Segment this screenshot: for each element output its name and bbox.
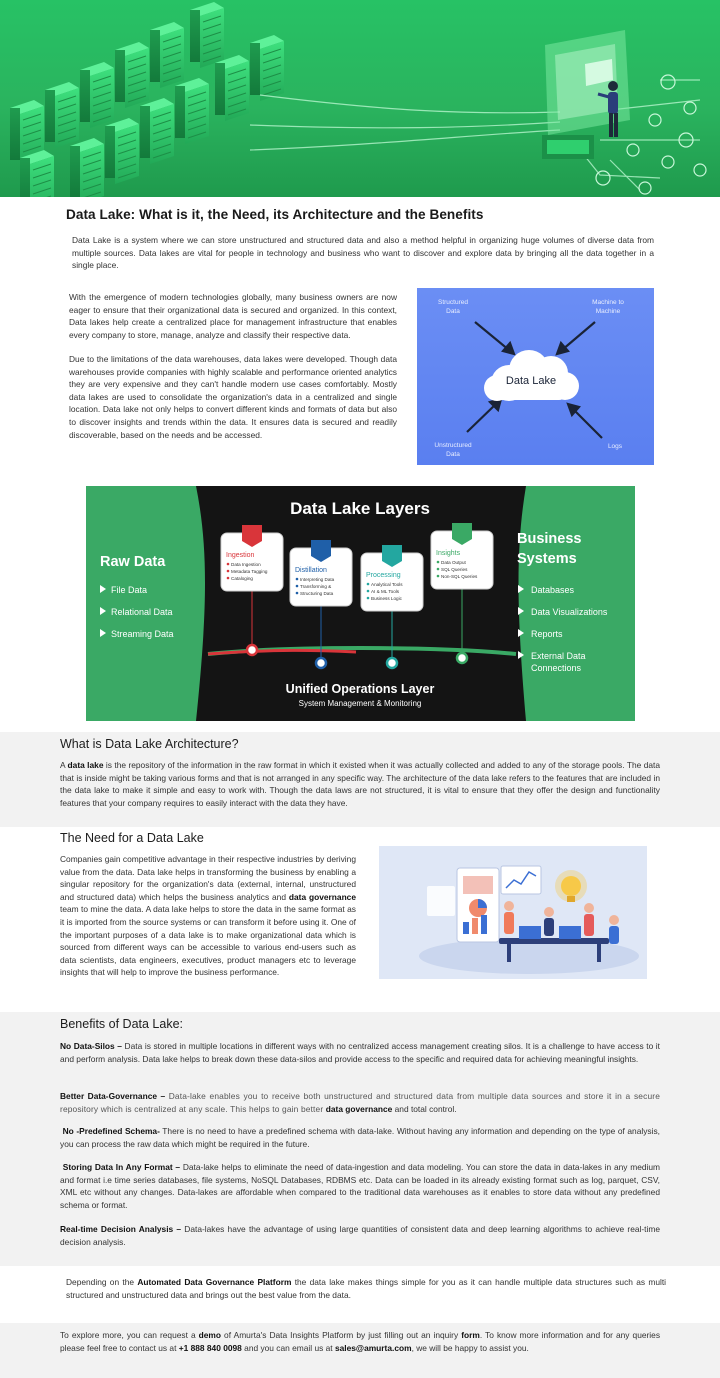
benefits-title: Benefits of Data Lake: <box>60 1017 183 1031</box>
server-rack <box>115 42 149 108</box>
server-rack <box>190 2 224 68</box>
layer-card-bullet <box>367 590 370 593</box>
layer-card-title: Distillation <box>295 567 327 574</box>
automated-governance-paragraph: Depending on the Automated Data Governance Platform the data lake makes things simple for you as it can handle multiple data structures such as multi structured and unstructured data and brings out the best value from the data. <box>66 1277 667 1300</box>
data-lake-layers-diagram <box>86 486 635 721</box>
server-rack <box>80 62 114 128</box>
phone-number[interactable]: +1 888 840 0098 <box>178 1342 242 1353</box>
structured-label-2: Data <box>446 308 460 315</box>
server-rack <box>45 82 79 148</box>
business-title-1: Business <box>517 531 582 547</box>
inquiry-form-link[interactable]: form <box>461 1330 480 1340</box>
data-center-illustration <box>0 0 720 197</box>
biz-item-external: External Data <box>531 651 586 661</box>
layer-card-item: Data Ingestion <box>231 562 261 567</box>
layer-card-item: SQL Queries <box>441 567 468 572</box>
layer-card-bullet <box>437 575 440 578</box>
layer-card-item: Non-SQL Queries <box>441 574 478 579</box>
server-rack <box>250 35 284 101</box>
layer-card-bullet <box>367 597 370 600</box>
benefit-governance: Better Data-Governance – Data-lake enables you to receive both unstructured and structured data from multiple data sources and store it in a secure repository which is centralized at any scale. This helps to gain better data governance and total control. <box>60 1091 660 1114</box>
benefit-realtime: Real-time Decision Analysis – Data-lakes have the advantage of using large quantities of consistent data and deep learning algorithms to achieve real-time decision analysis. <box>60 1224 660 1247</box>
layer-card-item: Analytical Tools <box>371 582 403 587</box>
layer-card-item: Interpreting Data <box>300 577 335 582</box>
demo-link[interactable]: demo <box>198 1330 221 1340</box>
layer-card-title: Ingestion <box>226 552 255 559</box>
layer-card-item: Business Logic <box>371 596 402 601</box>
business-title-2: Systems <box>517 551 577 567</box>
biz-item-reports: Reports <box>531 629 563 639</box>
unstructured-label-1: Unstructured <box>434 442 472 449</box>
layer-card-item: Structuring Data <box>300 591 334 596</box>
layer-card-bullet <box>227 570 230 573</box>
architecture-title: What is Data Lake Architecture? <box>60 737 239 751</box>
layer-card-bullet <box>227 577 230 580</box>
machine-label-2: Machine <box>595 308 621 315</box>
page-title: Data Lake: What is it, the Need, its Architecture and the Benefits <box>66 207 484 222</box>
need-title: The Need for a Data Lake <box>60 831 204 845</box>
biz-item-visualizations: Data Visualizations <box>531 607 608 617</box>
benefit-any-format: Storing Data In Any Format – Data-lake helps to eliminate the need of data-ingestion and data modeling. You can store the data in data-lakes in any medium and format i.e time series databases, file systems, NoSQL Databases, RDBMS etc. Data can be loaded in its already existing format such as log, parquet, CSV, XML etc without any changes. Data-lakes are affordable when compared to the traditional data warehouses as it enables to store data without any predefined schema or format. <box>60 1162 661 1210</box>
layer-card-item: Transforming & <box>300 584 332 589</box>
server-rack <box>150 22 184 88</box>
team-analytics-illustration <box>379 846 647 979</box>
machine-label-1: Machine to <box>592 299 624 306</box>
layers-title: Data Lake Layers <box>290 499 430 518</box>
raw-item-relational: Relational Data <box>111 607 173 617</box>
layer-card-bullet <box>437 561 440 564</box>
layer-card-bullet <box>367 583 370 586</box>
email-link[interactable]: sales@amurta.com <box>334 1342 412 1353</box>
biz-item-databases: Databases <box>531 585 575 595</box>
contact-paragraph: To explore more, you can request a demo of Amurta's Data Insights Platform by just filling out an inquiry form. To know more information and for any queries please feel free to contact us at +1 888 840 0098 and you can email us at sales@amurta.com, we will be happy to assist you. <box>60 1330 661 1353</box>
intro-paragraph: Data Lake is a system where we can store unstructured and structured data and also a method helpful in organizing huge volumes of diverse data from multiple sources. Data lakes are vital for people in technology and business who want to discover and explore data by bringing all the data together in a single place. <box>72 235 654 271</box>
layer-card-title: Processing <box>366 572 401 579</box>
unstructured-label-2: Data <box>446 451 460 458</box>
layer-card-bullet <box>296 592 299 595</box>
data-lake-label: Data Lake <box>505 375 557 387</box>
structured-label-1: Structured <box>438 299 468 306</box>
layer-card-bullet <box>296 578 299 581</box>
server-rack <box>175 78 209 144</box>
raw-item-file: File Data <box>111 585 148 595</box>
hero-banner <box>0 0 720 197</box>
server-rack <box>140 98 174 164</box>
server-rack <box>105 118 139 184</box>
limitations-paragraph: Due to the limitations of the data warehouses, data lakes were developed. Though data warehouses provide companies with highly scalable and performance oriented analytics they are very expensive and they can't handle modern use cases comfortably. Mostly data lakes are used to consolidate the organization's data in a centralized and single location. Data lake not only helps to convert different kinds and formats of data but also to discover insights and trends within the data. It ensures data is secured and readily discoverable, based on the needs and be accessed. <box>69 354 397 440</box>
layer-card-title: Insights <box>436 550 461 557</box>
layer-card-bullet <box>437 568 440 571</box>
layer-card-item: AI & ML Tools <box>371 589 400 594</box>
layer-card-bullet <box>227 563 230 566</box>
server-rack <box>20 150 54 197</box>
logs-label: Logs <box>607 443 623 450</box>
unified-layer-subtitle: System Management & Monitoring <box>298 699 422 708</box>
layer-card-item: Data Output <box>441 560 466 565</box>
emergence-paragraph: With the emergence of modern technologies globally, many business owners are now eager to ensure that their organizational data is secured and organized. In this context, Data lakes help create a centralized place for management infrastructure that enables every company to store, manage, analyze and classify their respective data. <box>69 292 397 340</box>
data-lake-sources-diagram <box>417 288 654 465</box>
unified-layer-title: Unified Operations Layer <box>285 682 435 696</box>
raw-data-title: Raw Data <box>100 554 166 570</box>
architecture-paragraph: A data lake is the repository of the information in the raw format in which it existed when it was actually collected and added to any of the storage pools. The data that is inside might be taking various forms and that is not arranged in any specific way. The architecture of the data lake refers to the features that are included in the data lake to make it simple and easy to work with. Though the data laws are not structured, it is vital to ensure that they offer the design and functionality features that your company requires to easily interact with the data they have. <box>60 760 660 808</box>
server-rack <box>215 55 249 121</box>
layer-card-item: Cataloging <box>231 576 253 581</box>
biz-item-connections: Connections <box>531 663 582 673</box>
layer-card-item: Metadata Tagging <box>231 569 268 574</box>
layer-card-bullet <box>296 585 299 588</box>
server-rack <box>70 138 104 197</box>
benefit-schema: No -Predefined Schema- There is no need to have a predefined schema with data-lake. Without having any information and depending on the type of analysis, you can process the raw data which might be required in the future. <box>60 1126 660 1149</box>
raw-item-streaming: Streaming Data <box>111 629 174 639</box>
need-paragraph: Companies gain competitive advantage in their respective industries by deriving value from the data. Data lake helps in transforming the business by enabling a singular repository for the organization's data (external, internal, unstructured and structured data) which helps the business analytics and data governance team to mine the data. A data lake helps to store the data in the same format as it is imported from the source systems or can transform it before using it. One of the important purposes of a data lake is to make organizational data which is sourced from different ways can be accessible to various end-users such as data scientists, data engineers, executives, product managers etc to leverage insights that will help to improve the business performance. <box>60 854 356 978</box>
benefit-no-silos: No Data-Silos – Data is stored in multiple locations in different ways with no centralized access management creating silos. It is a challenge to have access to it and perform analysis. Data lake helps to break down these data-silos and provide access to the specific and required data for achieving meaningful insights. <box>60 1041 660 1064</box>
